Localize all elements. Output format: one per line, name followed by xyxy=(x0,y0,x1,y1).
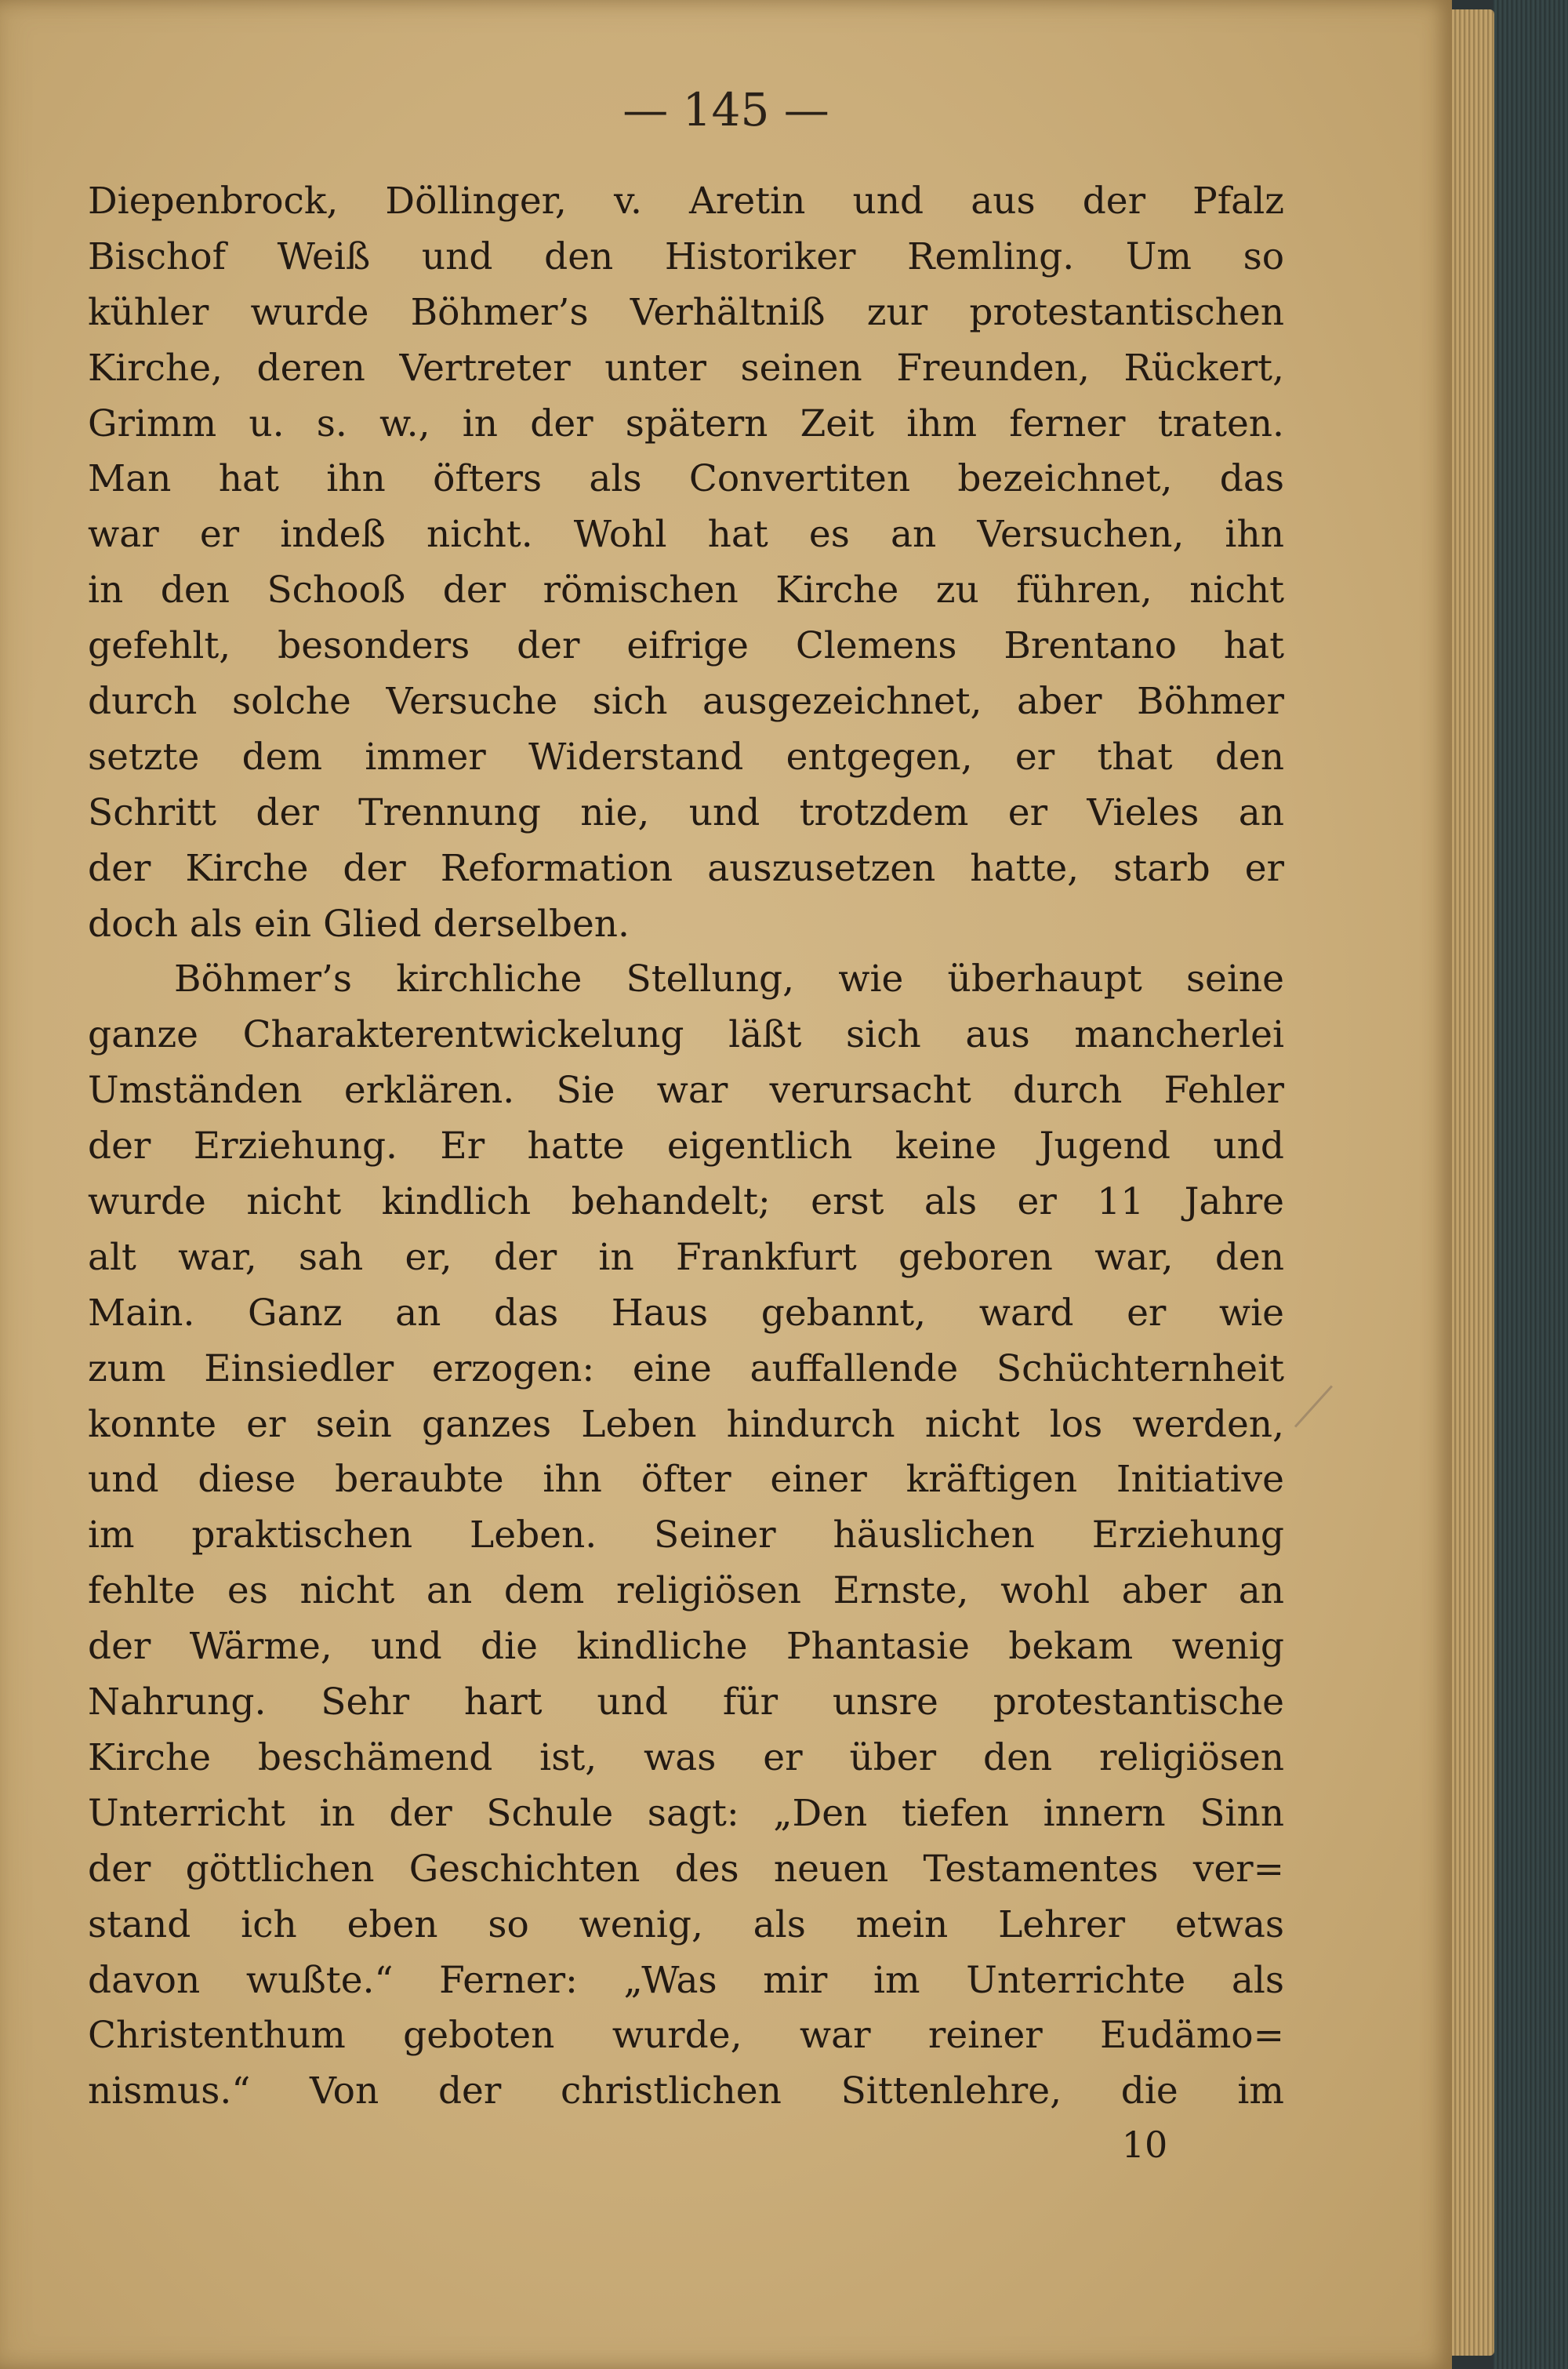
text-line: Main. Ganz an das Haus gebannt, ward er wie xyxy=(88,1291,1284,1335)
text-line: nismus.“ Von der christlichen Sittenlehre, die im xyxy=(88,2069,1284,2113)
text-line: setzte dem immer Widerstand entgegen, er that den xyxy=(88,735,1284,779)
text-line: Kirche beschämend ist, was er über den religiösen xyxy=(88,1735,1284,1779)
text-line: doch als ein Glied derselben. xyxy=(88,902,630,946)
text-line: stand ich eben so wenig, als mein Lehrer etwas xyxy=(88,1902,1284,1946)
text-line: der göttlichen Geschichten des neuen Testamentes ver= xyxy=(88,1847,1284,1891)
text-line: Diepenbrock, Döllinger, v. Aretin und aus der Pfalz xyxy=(88,180,1284,223)
text-line: Man hat ihn öfters als Convertiten bezeichnet, das xyxy=(88,457,1284,501)
text-line: konnte er sein ganzes Leben hindurch nicht los werden, xyxy=(88,1402,1284,1446)
text-line: Umständen erklären. Sie war verursacht durch Fehler xyxy=(88,1069,1284,1113)
text-line: davon wußte.“ Ferner: „Was mir im Unterrichte als xyxy=(88,1958,1284,2002)
text-line: Kirche, deren Vertreter unter seinen Freunden, Rückert, xyxy=(88,346,1284,390)
text-line: Unterricht in der Schule sagt: „Den tiefen innern Sinn xyxy=(88,1791,1284,1835)
page-number: — 145 — xyxy=(622,83,829,136)
text-line: Schritt der Trennung nie, und trotzdem er Vieles an xyxy=(88,790,1284,834)
text-line: zum Einsiedler erzogen: eine auffallende Schüchternheit xyxy=(88,1346,1284,1390)
text-line: alt war, sah er, der in Frankfurt geboren war, den xyxy=(88,1235,1284,1279)
pencil-mark xyxy=(1294,1385,1333,1427)
text-line: Nahrung. Sehr hart und für unsre protestantische xyxy=(88,1680,1284,1724)
book-cover xyxy=(1494,0,1568,2369)
text-line: war er indeß nicht. Wohl hat es an Versuchen, ihn xyxy=(88,513,1284,557)
text-line: der Erziehung. Er hatte eigentlich keine Jugend und xyxy=(88,1125,1284,1168)
text-line: Böhmer’s kirchliche Stellung, wie überhaupt seine xyxy=(174,957,1284,1001)
text-line: wurde nicht kindlich behandelt; erst als er 11 Jahre xyxy=(88,1180,1284,1224)
text-line: im praktischen Leben. Seiner häuslichen Erziehung xyxy=(88,1513,1284,1557)
signature-mark: 10 xyxy=(1121,2124,1168,2166)
text-line: gefehlt, besonders der eifrige Clemens Brentano hat xyxy=(88,624,1284,668)
page-edges xyxy=(1447,9,1494,2356)
text-line: fehlte es nicht an dem religiösen Ernste, wohl aber an xyxy=(88,1569,1284,1613)
text-line: in den Schooß der römischen Kirche zu führen, nicht xyxy=(88,569,1284,612)
text-line: und diese beraubte ihn öfter einer kräftigen Initiative xyxy=(88,1458,1284,1502)
text-line: ganze Charakterentwickelung läßt sich aus mancherlei xyxy=(88,1013,1284,1057)
text-line: kühler wurde Böhmer’s Verhältniß zur protestantischen xyxy=(88,290,1284,334)
text-line: der Kirche der Reformation auszusetzen hatte, starb er xyxy=(88,846,1284,890)
text-line: Grimm u. s. w., in der spätern Zeit ihm ferner traten. xyxy=(88,401,1284,445)
text-line: Bischof Weiß und den Historiker Remling. Um so xyxy=(88,234,1284,278)
text-line: der Wärme, und die kindliche Phantasie bekam wenig xyxy=(88,1625,1284,1669)
text-line: Christenthum geboten wurde, war reiner Eudämo= xyxy=(88,2014,1284,2058)
text-line: durch solche Versuche sich ausgezeichnet, aber Böhmer xyxy=(88,680,1284,724)
body-text xyxy=(88,174,1284,2120)
